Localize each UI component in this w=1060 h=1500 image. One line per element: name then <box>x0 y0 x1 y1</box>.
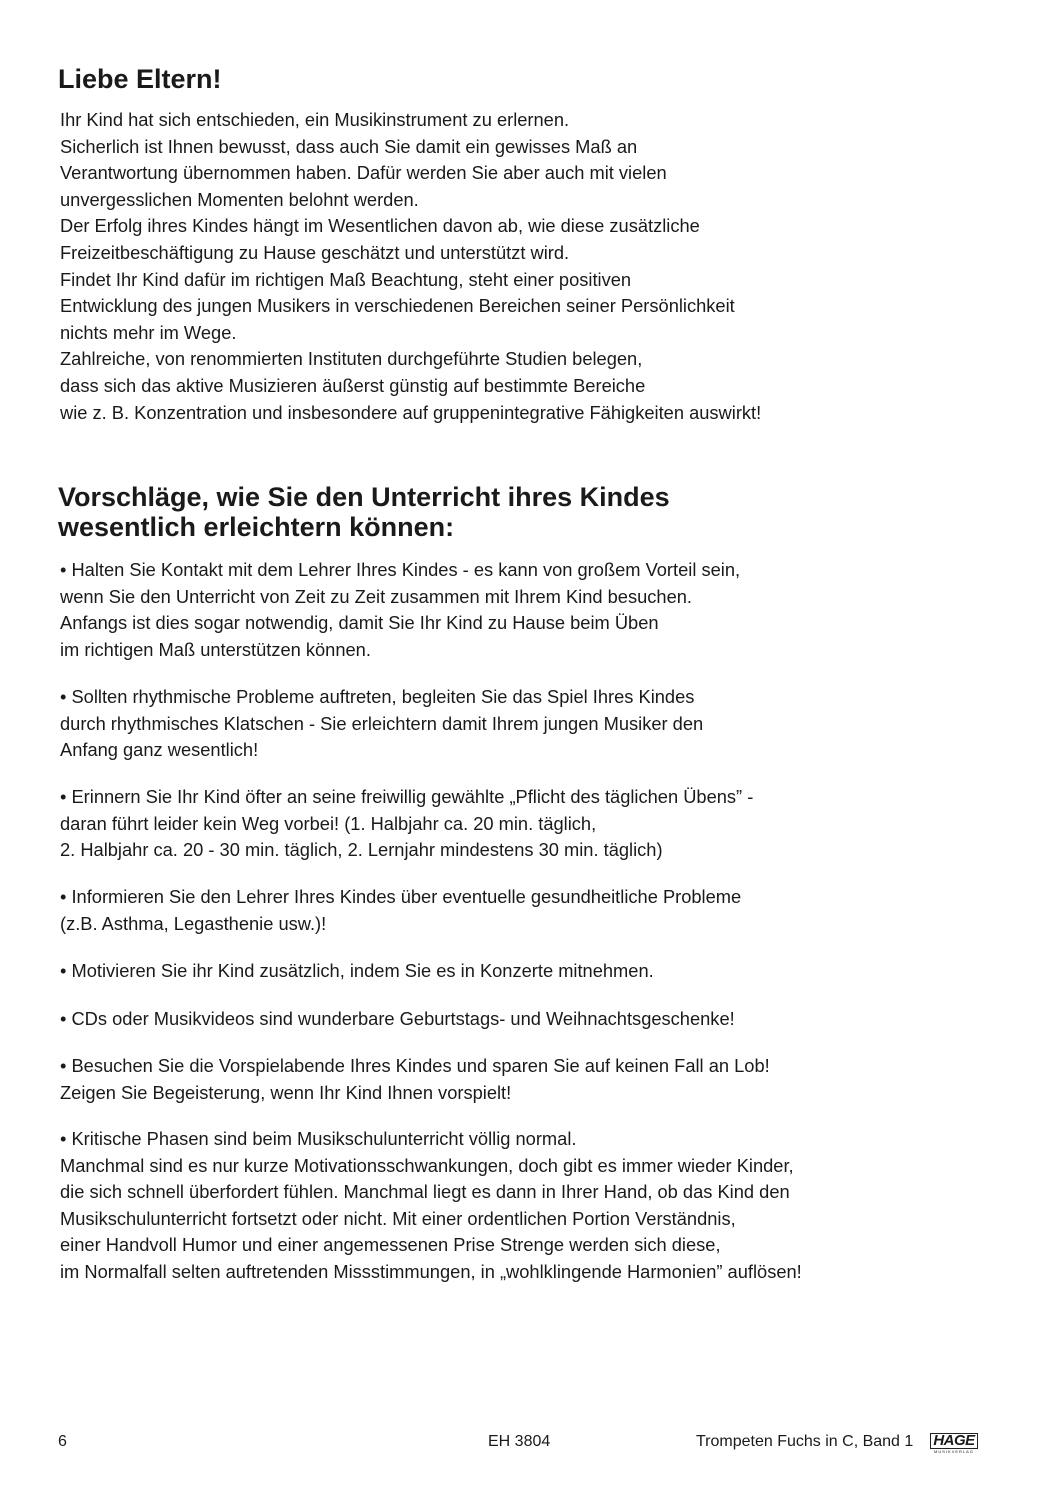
text-line: • Informieren Sie den Lehrer Ihres Kindes über eventuelle gesundheitliche Probleme <box>60 886 742 907</box>
text-line: Entwicklung des jungen Musikers in verschiedenen Bereichen seiner Persönlichkeit <box>60 295 735 317</box>
text-line: Freizeitbeschäftigung zu Hause geschätzt und unterstützt wird. <box>60 241 570 263</box>
text-line: Anfangs ist dies sogar notwendig, damit Sie Ihr Kind zu Hause beim Üben <box>60 612 659 634</box>
text-line: Manchmal sind es nur kurze Motivationsschwankungen, doch gibt es immer wieder Kinder, <box>60 1154 794 1176</box>
heading-line: wesentlich erleichtern können: <box>58 512 455 542</box>
text-line: daran führt leider kein Weg vorbei! (1. Halbjahr ca. 20 min. täglich, <box>60 812 597 834</box>
text-line: (z.B. Asthma, Legasthenie usw.)! <box>60 912 327 934</box>
text-line: dass sich das aktive Musizieren äußerst günstig auf bestimmte Bereiche <box>60 374 646 396</box>
text-line: 2. Halbjahr ca. 20 - 30 min. täglich, 2. Lernjahr mindestens 30 min. täglich) <box>60 839 663 861</box>
text-line: Zahlreiche, von renommierten Instituten durchgeführte Studien belegen, <box>60 348 643 370</box>
bullet-item <box>60 1053 770 1106</box>
catalog-number: EH 3804 <box>488 1433 551 1450</box>
bullet-item <box>60 1126 802 1286</box>
heading-line: Vorschläge, wie Sie den Unterricht ihres Kindes <box>58 482 670 512</box>
bullet-item <box>60 784 753 864</box>
text-line: Findet Ihr Kind dafür im richtigen Maß Beachtung, steht einer positiven <box>60 268 632 290</box>
bullet-item <box>60 884 741 937</box>
text-line: Verantwortung übernommen haben. Dafür werden Sie aber auch mit vielen <box>60 162 667 184</box>
text-line: • Erinnern Sie Ihr Kind öfter an seine freiwillig gewählte „Pflicht des täglichen Übens” - <box>60 786 754 807</box>
text-line: Musikschulunterricht fortsetzt oder nicht. Mit einer ordentlichen Portion Verständnis, <box>60 1207 736 1229</box>
text-line: Anfang ganz wesentlich! <box>60 739 259 761</box>
text-line: wie z. B. Konzentration und insbesondere auf gruppenintegrative Fähigkeiten auswirkt! <box>60 401 762 423</box>
text-line: Sicherlich ist Ihnen bewusst, dass auch Sie damit ein gewisses Maß an <box>60 135 638 157</box>
text-line: einer Handvoll Humor und einer angemessenen Prise Strenge werden sich diese, <box>60 1234 721 1256</box>
text-line: die sich schnell überfordert fühlen. Manchmal liegt es dann in Ihrer Hand, ob das Kind den <box>60 1181 790 1203</box>
text-line: • Sollten rhythmische Probleme auftreten, begleiten Sie das Spiel Ihres Kindes <box>60 686 695 707</box>
text-line: im Normalfall selten auftretenden Missstimmungen, in „wohlklingende Harmonien” auflösen! <box>60 1260 802 1282</box>
heading-liebe-eltern: Liebe Eltern! <box>58 64 222 94</box>
text-line: • Kritische Phasen sind beim Musikschulunterricht völlig normal. <box>60 1128 577 1149</box>
page-number: 6 <box>58 1433 67 1450</box>
text-line: nichts mehr im Wege. <box>60 321 237 343</box>
text-line: Zeigen Sie Begeisterung, wenn Ihr Kind Ihnen vorspielt! <box>60 1081 512 1103</box>
text-line: • Besuchen Sie die Vorspielabende Ihres Kindes und sparen Sie auf keinen Fall an Lob! <box>60 1055 770 1076</box>
logo-sub: MUSIKVERLAG <box>934 1449 974 1454</box>
bullet-item <box>60 958 654 985</box>
text-line: • Halten Sie Kontakt mit dem Lehrer Ihres Kindes - es kann von großem Vorteil sein, <box>60 559 741 580</box>
logo-word: HAGE <box>930 1433 978 1449</box>
text-line: Der Erfolg ihres Kindes hängt im Wesentlichen davon ab, wie diese zusätzliche <box>60 215 700 237</box>
text-line: unvergesslichen Momenten belohnt werden. <box>60 188 419 210</box>
bullet-item <box>60 684 703 764</box>
text-line: • Motivieren Sie ihr Kind zusätzlich, indem Sie es in Konzerte mitnehmen. <box>60 960 654 981</box>
intro-paragraph <box>60 107 761 426</box>
text-line: durch rhythmisches Klatschen - Sie erleichtern damit Ihrem jungen Musiker den <box>60 712 704 734</box>
publisher-logo <box>930 1433 978 1455</box>
book-title: Trompeten Fuchs in C, Band 1 <box>696 1433 914 1450</box>
bullet-item <box>60 557 740 663</box>
text-line: • CDs oder Musikvideos sind wunderbare Geburtstags- und Weihnachtsgeschenke! <box>60 1008 735 1029</box>
text-line: Ihr Kind hat sich entschieden, ein Musikinstrument zu erlernen. <box>60 109 570 130</box>
heading-vorschlaege <box>58 482 670 542</box>
bullet-item <box>60 1006 735 1033</box>
text-line: wenn Sie den Unterricht von Zeit zu Zeit zusammen mit Ihrem Kind besuchen. <box>60 585 693 607</box>
text-line: im richtigen Maß unterstützen können. <box>60 638 371 660</box>
